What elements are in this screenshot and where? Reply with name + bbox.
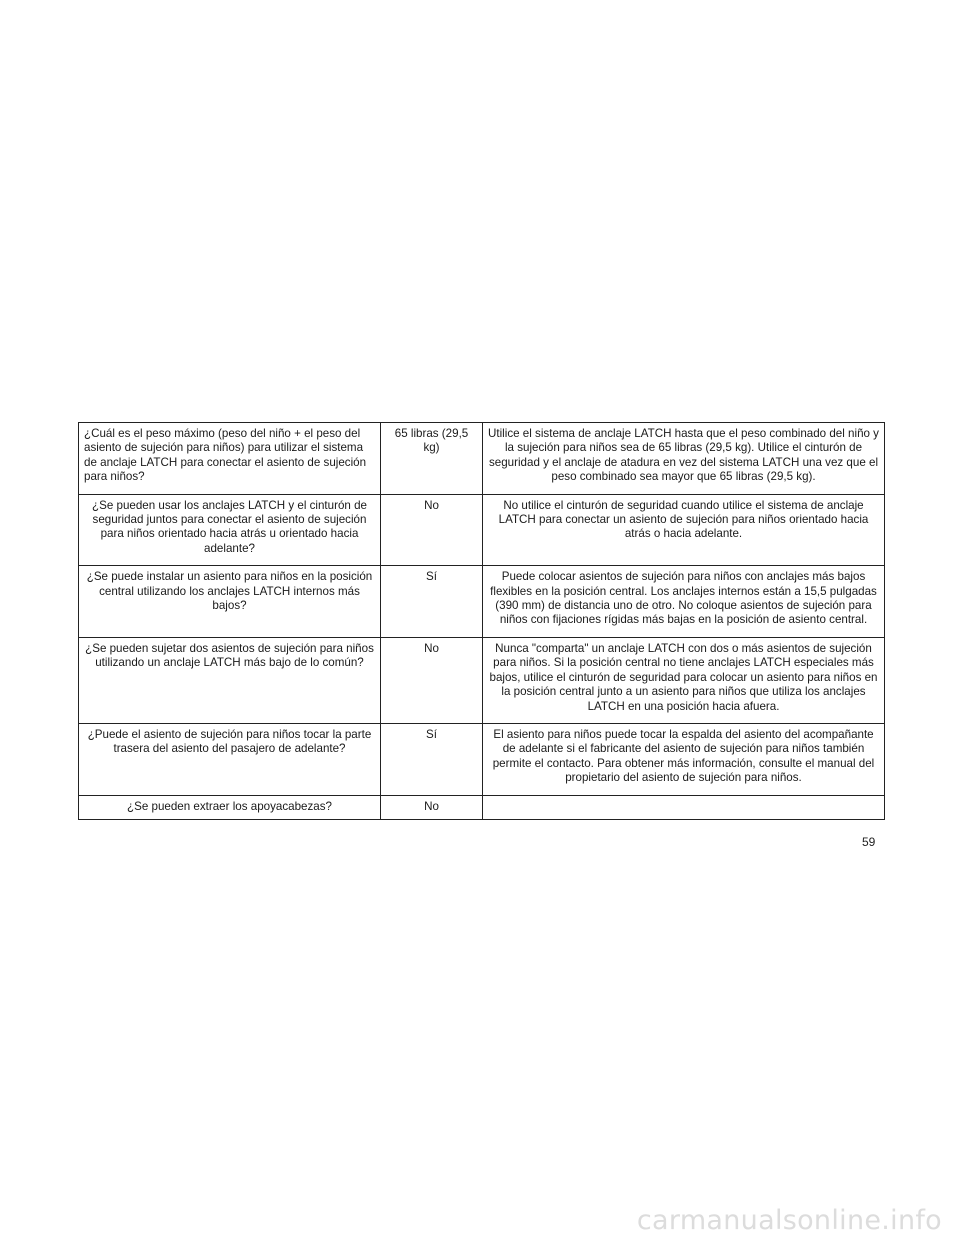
answer-cell: No — [381, 795, 483, 819]
question-cell: ¿Se puede instalar un asiento para niños en la posición central utilizando los anclajes LATCH internos más bajos? — [79, 566, 381, 638]
question-cell: ¿Puede el asiento de sujeción para niños tocar la parte trasera del asiento del pasajero de adelante? — [79, 723, 381, 795]
answer-cell: No — [381, 637, 483, 723]
table-row — [79, 566, 885, 638]
question-cell: ¿Se pueden sujetar dos asientos de sujeción para niños utilizando un anclaje LATCH más bajo de lo común? — [79, 637, 381, 723]
answer-cell: Sí — [381, 566, 483, 638]
question-cell: ¿Cuál es el peso máximo (peso del niño + el peso del asiento de sujeción para niños) para utilizar el sistema de anclaje LATCH para conectar el asiento de sujeción para niños? — [79, 423, 381, 495]
table-row — [79, 494, 885, 566]
detail-cell — [483, 795, 885, 819]
question-cell: ¿Se pueden usar los anclajes LATCH y el cinturón de seguridad juntos para conectar el asiento de sujeción para niños orientado hacia atrás u orientado hacia adelante? — [79, 494, 381, 566]
answer-cell: No — [381, 494, 483, 566]
detail-cell: Utilice el sistema de anclaje LATCH hasta que el peso combinado del niño y la sujeción para niños sea de 65 libras (29,5 kg). Utilice el cinturón de seguridad y el anclaje de atadura en vez del sistema LATCH una vez que el peso combinado sea mayor que 65 libras (29,5 kg). — [483, 423, 885, 495]
table-row — [79, 637, 885, 723]
page-number: 59 — [862, 835, 876, 849]
answer-cell: Sí — [381, 723, 483, 795]
watermark-text: carmanualsonline.info — [636, 1205, 942, 1236]
answer-cell: 65 libras (29,5 kg) — [381, 423, 483, 495]
detail-cell: El asiento para niños puede tocar la espalda del asiento del acompañante de adelante si el fabricante del asiento de sujeción para niños también permite el contacto. Para obtener más información, consulte el manual del propietario del asiento de sujeción para niños. — [483, 723, 885, 795]
question-cell: ¿Se pueden extraer los apoyacabezas? — [79, 795, 381, 819]
detail-cell: No utilice el cinturón de seguridad cuando utilice el sistema de anclaje LATCH para conectar un asiento de sujeción para niños orientado hacia atrás o hacia adelante. — [483, 494, 885, 566]
detail-cell: Puede colocar asientos de sujeción para niños con anclajes más bajos flexibles en la posición central. Los anclajes internos están a 15,5 pulgadas (390 mm) de distancia uno de otro. No coloque asientos de sujeción para niños con fijaciones rígidas más bajas en la posición de asiento central. — [483, 566, 885, 638]
detail-cell: Nunca "comparta" un anclaje LATCH con dos o más asientos de sujeción para niños. Si la posición central no tiene anclajes LATCH especiales más bajos, utilice el cinturón de seguridad para colocar un asiento para niños en la posición central junto a un asiento para niños que utiliza los anclajes LATCH en una posición hacia afuera. — [483, 637, 885, 723]
child-restraint-faq-table — [78, 422, 885, 820]
table-row — [79, 795, 885, 819]
table-row — [79, 423, 885, 495]
table-row — [79, 723, 885, 795]
